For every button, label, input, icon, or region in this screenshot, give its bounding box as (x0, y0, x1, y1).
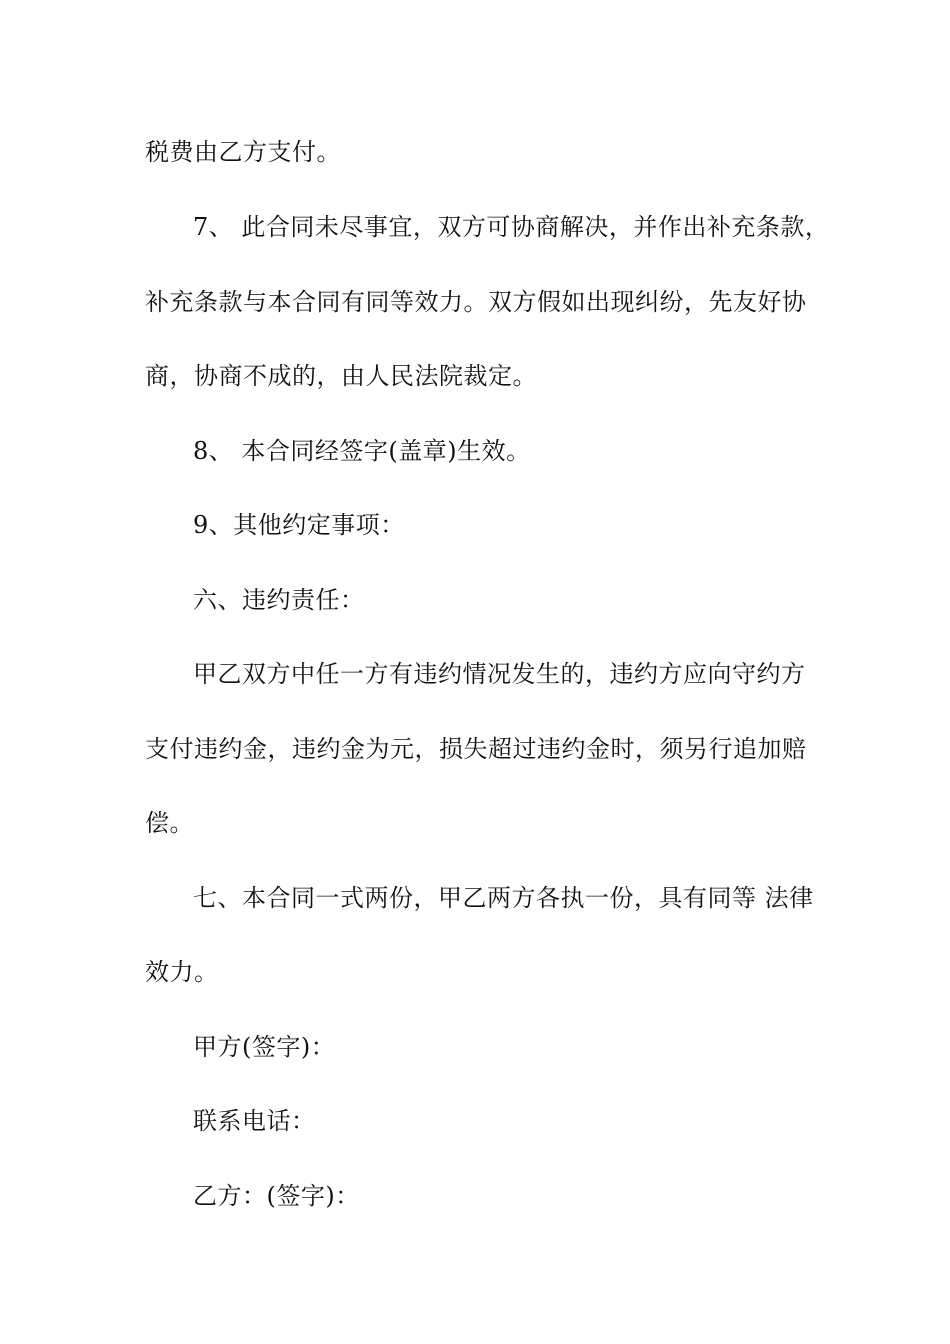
clause-7-line: 7、 此合同未尽事宜，双方可协商解决，并作出补充条款， (193, 213, 830, 241)
clause-7-continuation: 商，协商不成的，由人民法院裁定。 (145, 362, 537, 390)
clause-8-line: 8、 本合同经签字(盖章)生效。 (193, 437, 531, 465)
breach-paragraph-continuation: 偿。 (145, 809, 194, 837)
contact-phone-label: 联系电话： (193, 1107, 316, 1135)
breach-paragraph-line: 甲乙双方中任一方有违约情况发生的，违约方应向守约方 (193, 660, 806, 688)
section-heading-breach: 六、违约责任： (193, 586, 365, 614)
party-a-signature-label: 甲方(签字)： (193, 1033, 336, 1061)
section-seven-continuation: 效力。 (145, 958, 219, 986)
breach-paragraph-continuation: 支付违约金，违约金为元，损失超过违约金时，须另行追加赔 (145, 735, 807, 763)
clause-9-line: 9、其他约定事项： (193, 511, 405, 539)
paragraph-line: 税费由乙方支付。 (145, 138, 341, 166)
party-b-signature-label: 乙方：(签字)： (193, 1182, 360, 1210)
clause-7-continuation: 补充条款与本合同有同等效力。双方假如出现纠纷，先友好协 (145, 288, 807, 316)
section-seven-line: 七、本合同一式两份，甲乙两方各执一份，具有同等 法律 (193, 884, 814, 912)
